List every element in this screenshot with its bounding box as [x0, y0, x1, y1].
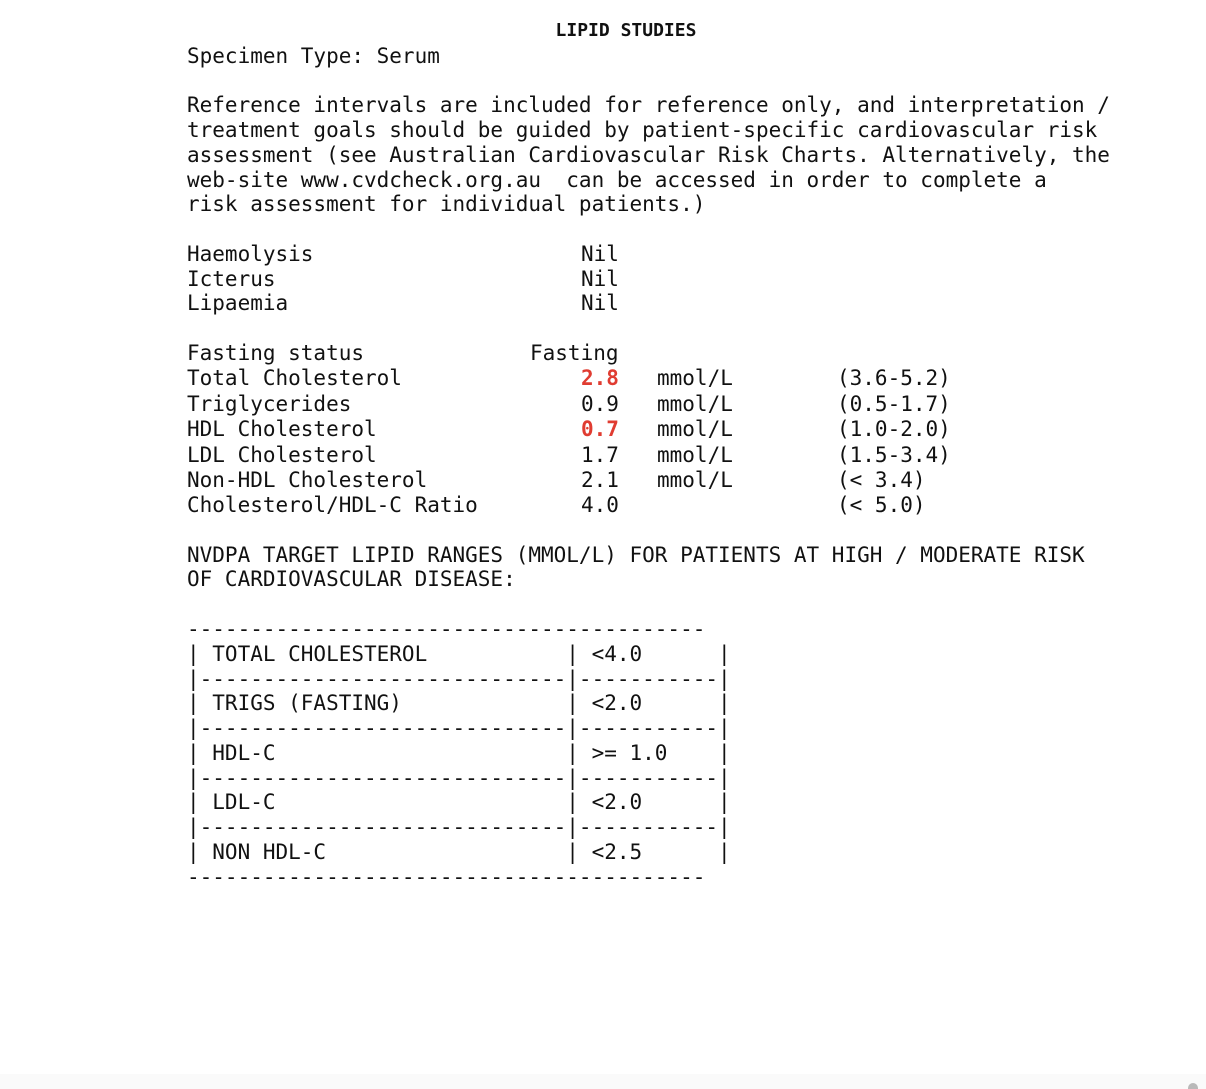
- table-divider-line: |-----------------------------|-----------|: [187, 766, 731, 790]
- result-value: 4.0: [581, 493, 619, 517]
- fasting-status-label: Fasting status: [187, 341, 365, 365]
- result-value-abnormal: 0.7: [581, 417, 619, 441]
- result-range: (1.0-2.0): [837, 417, 951, 441]
- specimen-type: Specimen Type: Serum: [187, 44, 440, 68]
- interference-value: Nil: [581, 267, 619, 291]
- result-unit: mmol/L: [657, 392, 733, 416]
- table-border-line: -----------------------------------------: [187, 865, 706, 889]
- result-unit: mmol/L: [657, 366, 733, 390]
- interference-value: Nil: [581, 291, 619, 315]
- intro-line: risk assessment for individual patients.): [187, 192, 706, 216]
- interference-value: Nil: [581, 242, 619, 266]
- intro-line: Reference intervals are included for reference only, and interpretation /: [187, 93, 1110, 117]
- intro-line: treatment goals should be guided by patient-specific cardiovascular risk: [187, 118, 1098, 142]
- table-divider-line: |-----------------------------|-----------|: [187, 667, 731, 691]
- result-value: 1.7: [581, 443, 619, 467]
- fasting-status-value: Fasting: [530, 341, 619, 365]
- interference-label: Lipaemia: [187, 291, 289, 315]
- result-range: (< 3.4): [837, 468, 926, 492]
- intro-line: web-site www.cvdcheck.org.au can be accessed in order to complete a: [187, 168, 1047, 192]
- interference-label: Icterus: [187, 267, 276, 291]
- result-unit: mmol/L: [657, 443, 733, 467]
- result-unit: mmol/L: [657, 468, 733, 492]
- result-name: Non-HDL Cholesterol: [187, 468, 428, 492]
- table-row: | TRIGS (FASTING) | <2.0 |: [187, 691, 731, 715]
- table-row: | NON HDL-C | <2.5 |: [187, 840, 731, 864]
- table-row: | TOTAL CHOLESTEROL | <4.0 |: [187, 642, 731, 666]
- page-bottom-edge: [0, 1074, 1206, 1089]
- result-value-abnormal: 2.8: [581, 366, 619, 390]
- result-range: (0.5-1.7): [837, 392, 951, 416]
- result-range: (1.5-3.4): [837, 443, 951, 467]
- result-name: Total Cholesterol: [187, 366, 402, 390]
- table-divider-line: |-----------------------------|-----------|: [187, 815, 731, 839]
- result-range: (< 5.0): [837, 493, 926, 517]
- result-value: 2.1: [581, 468, 619, 492]
- result-name: Triglycerides: [187, 392, 352, 416]
- report-title: LIPID STUDIES: [555, 20, 697, 41]
- result-name: HDL Cholesterol: [187, 417, 377, 441]
- result-value: 0.9: [581, 392, 619, 416]
- result-name: LDL Cholesterol: [187, 443, 377, 467]
- scroll-indicator[interactable]: [1188, 1083, 1198, 1089]
- table-border-line: -----------------------------------------: [187, 617, 706, 641]
- result-range: (3.6-5.2): [837, 366, 951, 390]
- interference-label: Haemolysis: [187, 242, 314, 266]
- table-row: | HDL-C | >= 1.0 |: [187, 741, 731, 765]
- result-name: Cholesterol/HDL-C Ratio: [187, 493, 478, 517]
- table-divider-line: |-----------------------------|-----------|: [187, 716, 731, 740]
- result-unit: mmol/L: [657, 417, 733, 441]
- table-row: | LDL-C | <2.0 |: [187, 790, 731, 814]
- intro-line: assessment (see Australian Cardiovascular Risk Charts. Alternatively, the: [187, 143, 1110, 167]
- target-heading-line: OF CARDIOVASCULAR DISEASE:: [187, 567, 516, 591]
- target-heading-line: NVDPA TARGET LIPID RANGES (MMOL/L) FOR PATIENTS AT HIGH / MODERATE RISK: [187, 543, 1085, 567]
